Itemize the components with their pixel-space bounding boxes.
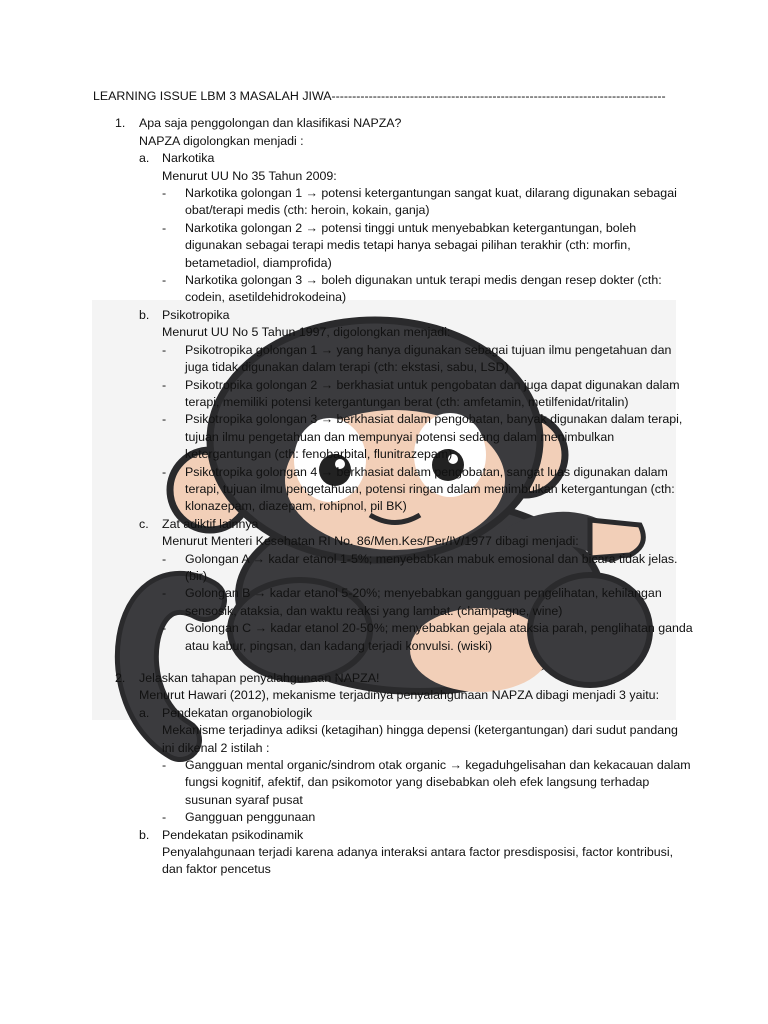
bullet-dash: - — [162, 810, 167, 825]
bullet-dash: - — [162, 273, 167, 288]
list-item: - Golongan A → kadar etanol 1-5%; menyebabkan mabuk emosional dan bicara tidak jelas. (bir) — [162, 551, 678, 583]
question-number: 2. — [115, 671, 126, 685]
bullet-dash: - — [162, 412, 167, 427]
list-item: - Psikotropika golongan 4 → berkhasiat dalam pengobatan, sangat luas digunakan dalam terapi, tujuan ilmu pengetahuan, potensi ringan dalam menimbulkan ketergantungan (cth: klonazepam, diazepam, rohipnol, pil BK) — [162, 464, 675, 514]
list-item: - Narkotika golongan 1 → potensi ketergantungan sangat kuat, dilarang digunakan sebagai obat/terapi medis (cth: heroin, kokain, ganja) — [162, 186, 677, 218]
subsection-letter: a. — [139, 151, 150, 166]
subsection-text: Penyalahgunaan terjadi karena adanya interaksi antara factor presdisposisi, factor kontribusi, dan faktor pencetus — [162, 845, 674, 877]
document-body — [93, 88, 693, 879]
subsection-law: Menurut UU No 35 Tahun 2009: — [162, 168, 337, 183]
subsection-title: Pendekatan organobiologik — [162, 705, 313, 720]
question-1 — [93, 115, 693, 655]
subsection-law: Menurut Menteri Kesehatan RI No. 86/Men.Kes/Per/IV/1977 dibagi menjadi: — [162, 534, 579, 549]
subsection-title: Psikotropika — [162, 307, 230, 322]
subsection-text: Mekanisme terjadinya adiksi (ketagihan) hingga depensi (ketergantungan) dari sudut pandang ini dikenal 2 istilah : — [162, 723, 678, 755]
subsection-title: Pendekatan psikodinamik — [162, 827, 304, 842]
section-spacer — [93, 655, 693, 670]
bullet-dash: - — [162, 621, 167, 636]
question-intro: NAPZA digolongkan menjadi : — [139, 133, 304, 148]
question-intro: Menurut Hawari (2012), mekanisme terjadinya penyalahgunaan NAPZA dibagi menjadi 3 yaitu: — [139, 688, 660, 703]
subsection-letter: a. — [139, 705, 150, 720]
subsection-letter: b. — [139, 827, 150, 842]
bullet-dash: - — [162, 551, 167, 566]
list-item: - Golongan C → kadar etanol 20-50%; menyebabkan gejala ataksia parah, penglihatan ganda atau kabur, pingsan, dan kadang terjadi konvulsi. (wiski) — [162, 621, 693, 653]
subsection-zat-adiktif — [139, 516, 693, 655]
list-item: - Gangguan mental organic/sindrom otak organic → kegaduhgelisahan dan kekacauan dalam fungsi kognitif, afektif, dan psikomotor yang disebabkan oleh efek langsung terhadap susunan syaraf pusat — [162, 758, 691, 807]
bullet-dash: - — [162, 220, 167, 235]
subsection-title: Narkotika — [162, 151, 215, 166]
bullet-dash: - — [162, 186, 167, 201]
bullet-dash: - — [162, 464, 167, 479]
page-heading: LEARNING ISSUE LBM 3 MASALAH JIWA--------------------------------------------------------------------------------- — [93, 89, 666, 103]
list-item: - Psikotropika golongan 3 → berkhasiat dalam pengobatan, banyak digunakan dalam terapi, tujuan ilmu pengetahuan dan mempunyai potensi sedang dalam menimbulkan ketergantungan (cth: fenobarbital, flunitrazepam) — [162, 412, 683, 462]
bullet-dash: - — [162, 758, 167, 773]
question-number: 1. — [115, 116, 126, 131]
subsection-letter: b. — [139, 307, 150, 322]
question-text: Apa saja penggolongan dan klasifikasi NAPZA? — [139, 116, 402, 131]
subsection-psikotropika — [139, 307, 693, 516]
list-item: - Psikotropika golongan 1 → yang hanya digunakan sebagai tujuan ilmu pengetahuan dan juga tidak digunakan dalam terapi (cth: ekstasi, sabu, LSD) — [162, 342, 672, 375]
bullet-dash: - — [162, 342, 167, 357]
question-text: Jelaskan tahapan penyalahgunaan NAPZA! — [139, 671, 380, 685]
question-2 — [93, 670, 693, 879]
list-item: - Golongan B → kadar etanol 5-20%; menyebabkan gangguan pengelihatan, kehilangan sensosik, ataksia, dan waktu reaksi yang lambat. (champagne, wine) — [162, 586, 662, 618]
subsection-narkotika — [139, 150, 693, 307]
subsection-letter: c. — [139, 516, 149, 531]
list-item: - Gangguan penggunaan — [162, 809, 693, 826]
subsection-title: Zat adiktif lainnya — [162, 516, 259, 531]
subsection-organobiologik — [139, 705, 693, 827]
bullet-dash: - — [162, 377, 167, 392]
bullet-dash: - — [162, 586, 167, 601]
list-item: - Narkotika golongan 2 → potensi tinggi untuk menyebabkan ketergantungan, boleh digunakan sebagai terapi medis tetapi hanya sebagai pilihan terakhir (cth: morfin, betametadiol, diamprofida) — [162, 220, 637, 270]
list-item: - Narkotika golongan 3 → boleh digunakan untuk terapi medis dengan resep dokter (cth: codein, asetildehidrokodeina) — [162, 273, 662, 305]
list-item: - Psikotropika golongan 2 → berkhasiat untuk pengobatan dan juga dapat digunakan dalam terapi, memiliki potensi ketergantungan berat (cth: amfetamin, metilfenidat/ritalin) — [162, 377, 680, 409]
subsection-psikodinamik — [139, 827, 693, 879]
subsection-law: Menurut UU No 5 Tahun 1997, digolongkan menjadi: — [162, 325, 451, 340]
